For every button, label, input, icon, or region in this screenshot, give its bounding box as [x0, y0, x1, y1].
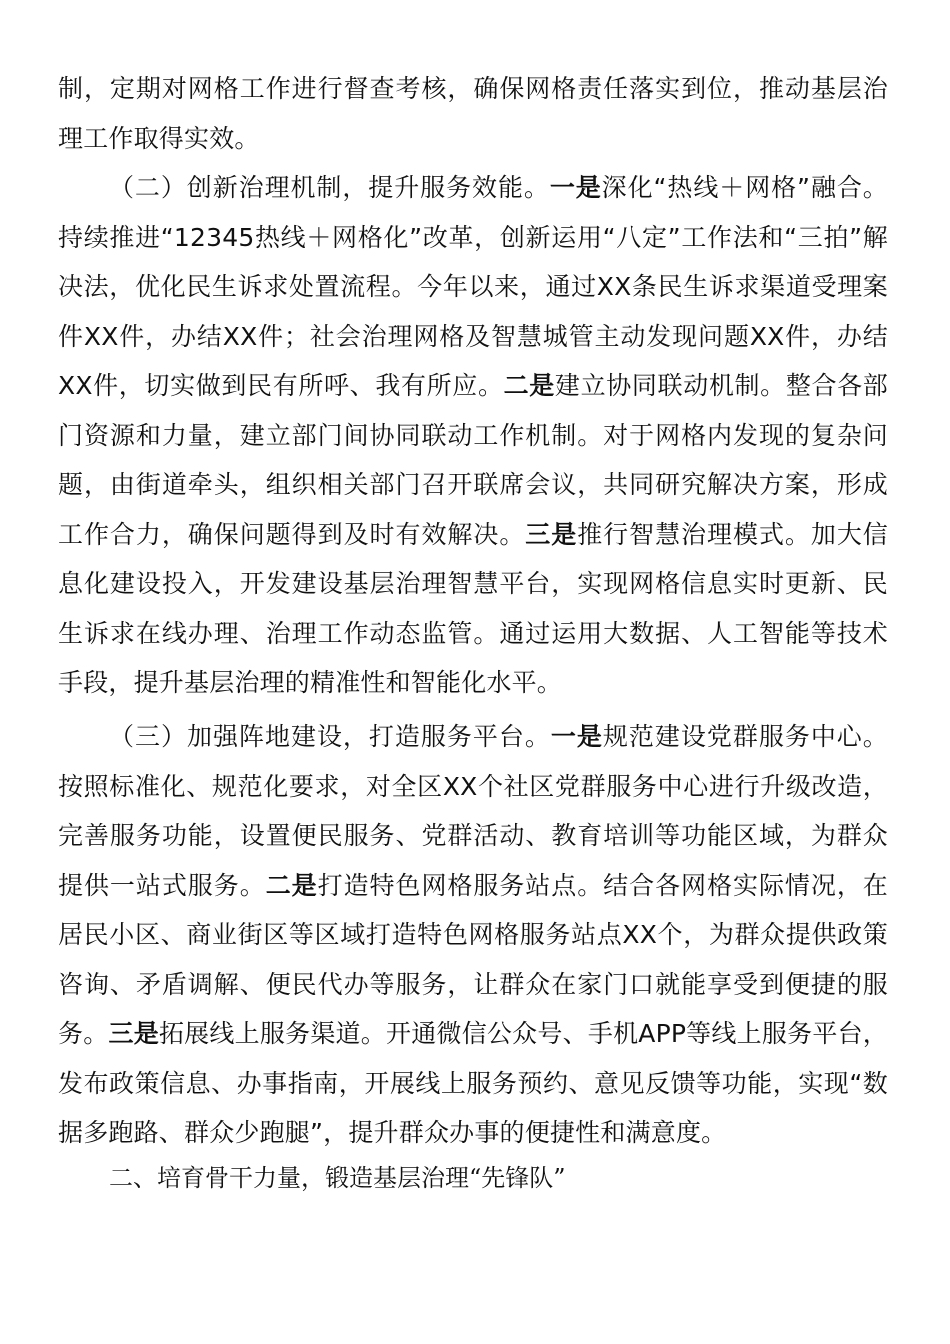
bold-marker-second: 二是 — [503, 371, 555, 400]
paragraph-text: 规范建设党群服务中心。按照标准化、规范化要求，对全区XX个社区党群服务中心进行升级改造，完善服务功能，设置便民服务、党群活动、教育培训等功能区域，为群众提供一站式服务。 — [58, 722, 889, 900]
section-title: （二）创新治理机制，提升服务效能。 — [109, 173, 550, 202]
paragraph-text: 拓展线上服务渠道。开通微信公众号、手机APP等线上服务平台，发布政策信息、办事指南，开展线上服务预约、意见反馈等功能，实现“数据多跑路、群众少跑腿”，提升群众办事的便捷性和满意度。 — [58, 1019, 888, 1147]
paragraph-continuation — [58, 64, 888, 163]
paragraph-text: 深化“热线＋网格”融合。持续推进“12345热线＋网格化”改革，创新运用“八定”工作法和“三拍”解决法，优化民生诉求处置流程。今年以来，通过XX条民生诉求渠道受理案件XX件，办结XX件；社会治理网格及智慧城管主动发现问题XX件，办结XX件，切实做到民有所呼、我有所应。 — [58, 173, 888, 400]
bold-marker-third: 三是 — [108, 1019, 159, 1048]
paragraph-innovate-governance — [58, 163, 888, 708]
section-title: （三）加强阵地建设，打造服务平台。 — [109, 722, 551, 751]
paragraph-body — [58, 163, 888, 708]
section-heading: 二、培育骨干力量，锻造基层治理“先锋队” — [109, 1164, 566, 1192]
paragraph-text: 推行智慧治理模式。加大信息化建设投入，开发建设基层治理智慧平台，实现网格信息实时更新、民生诉求在线办理、治理工作动态监管。通过运用大数据、人工智能等技术手段，提升基层治理的精准性和智能化水平。 — [58, 519, 888, 697]
bold-marker-second: 二是 — [265, 870, 318, 900]
bold-marker-first: 一是 — [549, 173, 602, 202]
bold-marker-third: 三是 — [525, 519, 578, 549]
paragraph-text: 打造特色网格服务站点。结合各网格实际情况，在居民小区、商业街区等区域打造特色网格服务站点XX个，为群众提供政策咨询、矛盾调解、便民代办等服务，让群众在家门口就能享受到便捷的服务。 — [58, 870, 888, 1048]
paragraph-service-platform — [58, 712, 888, 1158]
paragraph-body — [58, 712, 888, 1158]
paragraph-text: 制，定期对网格工作进行督查考核，确保网格责任落实到位，推动基层治理工作取得实效。 — [58, 74, 888, 153]
paragraph-text: 建立协同联动机制。整合各部门资源和力量，建立部门间协同联动工作机制。对于网格内发现的复杂问题，由街道牵头，组织相关部门召开联席会议，共同研究解决方案，形成工作合力，确保问题得到及时有效解决。 — [58, 371, 888, 549]
bold-marker-first: 一是 — [550, 722, 603, 751]
